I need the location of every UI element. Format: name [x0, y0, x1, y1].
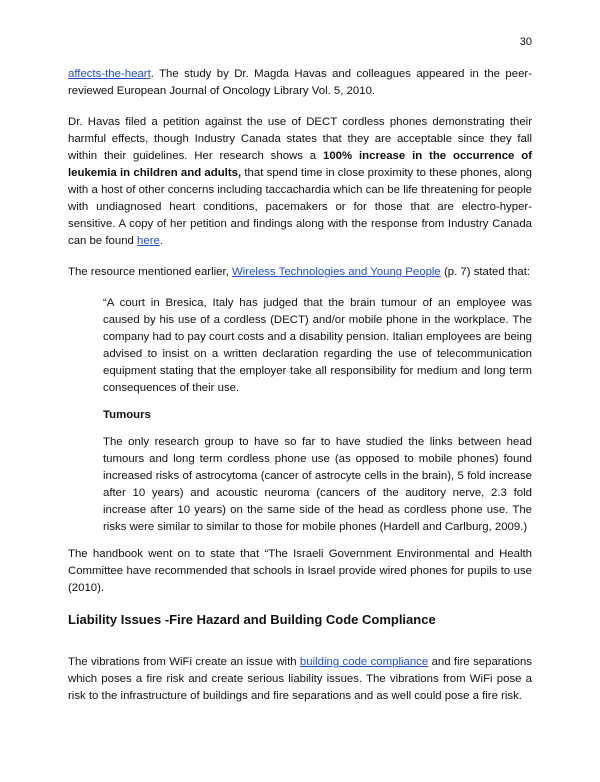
paragraph-1	[68, 66, 532, 100]
paragraph-2-text-2: that spend time in close proximity to these phones, along with a host of other concerns including taccachardia which can be life threatening for people with undiagnosed heart conditions, pacemakers or for those that are electro-hyper-sensitive. A copy of her petition and findings along with the response from Industry Canada can be found	[68, 167, 532, 247]
page-content	[68, 66, 532, 719]
paragraph-3	[68, 264, 532, 281]
paragraph-3-text-2: (p. 7) stated that:	[440, 266, 531, 278]
paragraph-2	[68, 114, 532, 250]
wireless-technologies-link[interactable]: Wireless Technologies and Young People	[232, 266, 441, 278]
paragraph-4: The handbook went on to state that “The Israeli Government Environmental and Health Committee have recommended that schools in Israel provide wired phones for pupils to use (2010).	[68, 548, 532, 594]
page-number: 30	[519, 36, 532, 48]
affects-the-heart-link[interactable]: affects-the-heart	[68, 68, 151, 80]
paragraph-5	[68, 654, 532, 705]
quote-paragraph-1: “A court in Bresica, Italy has judged that the brain tumour of an employee was caused by his use of a cordless (DECT) and/or mobile phone in the workplace. The company had to pay court costs and a disability pension. Italian employees are being advised to insist on a written declaration regarding the use of telecommunication equipment stating that the employer take all responsibility for medium and long term consequences of their use.	[103, 297, 532, 394]
leukemia-emphasis: 100% increase in the occurrence of leukemia in children and adults,	[68, 150, 532, 179]
block-quote	[103, 295, 532, 536]
section-heading: Liability Issues -Fire Hazard and Building Code Compliance	[68, 612, 436, 627]
tumours-subheading: Tumours	[103, 409, 151, 421]
paragraph-5-text-1: The vibrations from WiFi create an issue with	[68, 656, 300, 668]
building-code-compliance-link[interactable]: building code compliance	[299, 656, 429, 668]
quote-paragraph-2: The only research group to have so far to have studied the links between head tumours and long term cordless phone use (as opposed to mobile phones) found increased risks of astrocytoma (cancer of astrocyte cells in the brain), 5 fold increase after 10 years) and acoustic neuroma (cancers of the auditory nerve, 2.3 fold increase after 10 years) on the same side of the head as cordless phone use. The risks were similar to similar to those for mobile phones (Hardell and Carlburg, 2009.)	[103, 436, 532, 533]
paragraph-1-text: . The study by Dr. Magda Havas and colleagues appeared in the peer-reviewed European Journal of Oncology Library Vol. 5, 2010.	[68, 68, 532, 97]
paragraph-5-text-2: and fire separations which poses a fire risk and create serious liability issues. The vibrations from WiFi pose a risk to the infrastructure of buildings and fire separations and as well could pose a fire risk.	[68, 656, 532, 702]
paragraph-2-text-3: .	[159, 235, 164, 247]
paragraph-2-text-1: Dr. Havas filed a petition against the use of DECT cordless phones demonstrating their harmful effects, though Industry Canada states that they are acceptable since they fall within their guidelines. Her research shows a	[68, 116, 532, 162]
here-link[interactable]: here	[137, 235, 160, 247]
paragraph-3-text-1: The resource mentioned earlier,	[68, 266, 232, 278]
